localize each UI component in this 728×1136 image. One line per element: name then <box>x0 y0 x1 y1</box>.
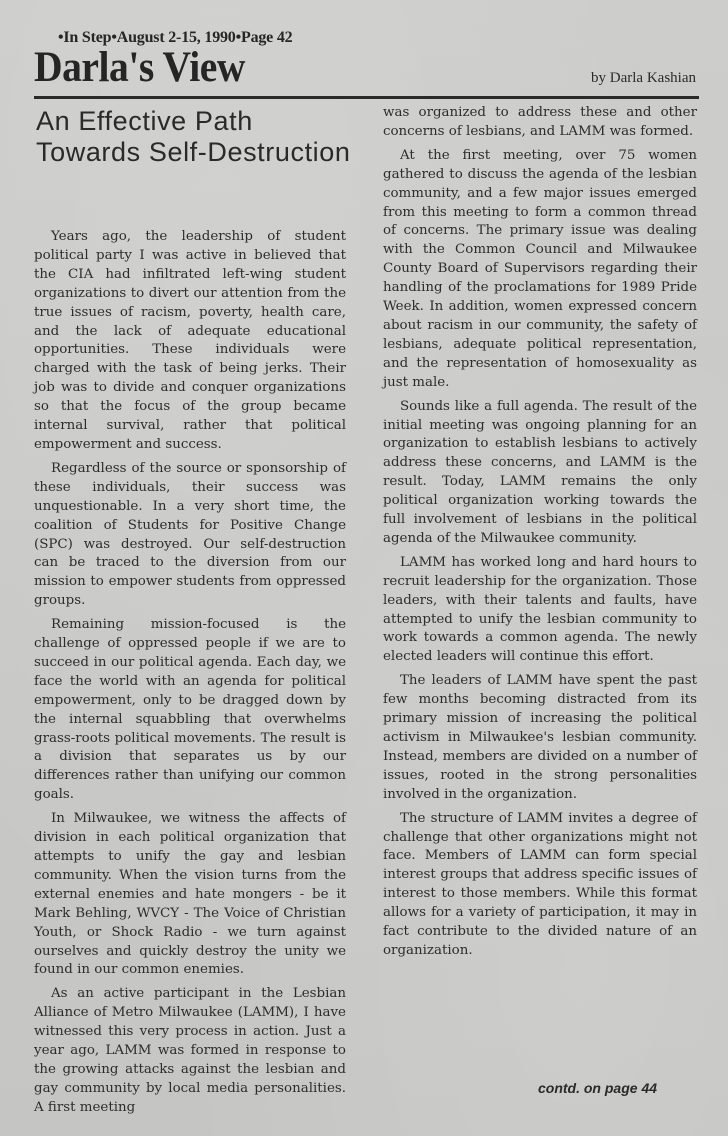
byline: by Darla Kashian <box>591 70 696 86</box>
paragraph: Remaining mission-focused is the challenge of oppressed people if we are to succeed in our political agenda. Each day, we face the world with an agenda for political empowerment, only to be dragged down by the internal squabbling that overwhelms grass-roots political movements. The result is a division that separates us by our differences rather than unifying our common goals. <box>34 617 346 803</box>
paragraph: As an active participant in the Lesbian Alliance of Metro Milwaukee (LAMM), I have witnessed this very process in action. Just a year ago, LAMM was formed in response to the growing attacks against the lesbian and gay community by local media personalities. A first meeting <box>34 986 346 1115</box>
right-column <box>383 104 697 966</box>
header-rule <box>34 96 699 99</box>
paragraph: Years ago, the leadership of student political party I was active in believed that the CIA had infiltrated left-wing student organizations to divert our attention from the true issues of racism, poverty, health care, and the lack of adequate educational opportunities. These individuals were charged with the task of being jerks. Their job was to divide and conquer organizations so that the focus of the group became internal survival, rather that political empowerment and success. <box>34 229 346 452</box>
paragraph: Sounds like a full agenda. The result of the initial meeting was ongoing planning for an organization to establish lesbians to actively address these concerns, and LAMM is the result. Today, LAMM remains the only political organization working towards the full involvement of lesbians in the political agenda of the Milwaukee community. <box>383 398 697 546</box>
left-column <box>34 228 346 1123</box>
paragraph: Regardless of the source or sponsorship of these individuals, their success was unquestionable. In a very short time, the coalition of Students for Positive Change (SPC) was destroyed. Our self-destruction can be traced to the diversion from our mission to empower students from oppressed groups. <box>34 460 346 609</box>
continued-note: contd. on page 44 <box>538 1080 658 1096</box>
article-headline: An Effective Path Towards Self-Destruction <box>36 106 351 167</box>
paragraph: The leaders of LAMM have spent the past few months becoming distracted from its primary mission of increasing the political activism in Milwaukee's lesbian community. Instead, members are divided on a number of issues, rooted in the strong personalities involved in the organization. <box>383 673 697 802</box>
paragraph: The structure of LAMM invites a degree of challenge that other organizations might not face. Members of LAMM can form special interest groups that address specific issues of interest to those members. While this format allows for a variety of participation, it may in fact contribute to the divided nature of an organization. <box>383 810 697 958</box>
column-title: Darla's View <box>34 44 245 91</box>
paragraph-continuation: was organized to address these and other concerns of lesbians, and LAMM was formed. <box>383 105 697 139</box>
paragraph: At the first meeting, over 75 women gathered to discuss the agenda of the lesbian community, and a few major issues emerged from this meeting to form a common thread of concerns. The primary issue was dealing with the Common Council and Milwaukee County Board of Supervisors regarding their handling of the proclamations for 1989 Pride Week. In addition, women expressed concern about racism in our community, the safety of lesbians, adequate political representation, and the representation of homosexuality as just male. <box>383 147 697 390</box>
paragraph: In Milwaukee, we witness the affects of division in each political organization that attempts to unify the gay and lesbian community. When the vision turns from the external enemies and hate mongers - be it Mark Behling, WVCY - The Voice of Christian Youth, or Shock Radio - we turn against ourselves and quickly destroy the unity we found in our common enemies. <box>34 811 346 978</box>
masthead-issue-line: •In Step•August 2-15, 1990•Page 42 <box>58 29 293 46</box>
paragraph: LAMM has worked long and hard hours to recruit leadership for the organization. Those leaders, with their talents and faults, have attempted to unify the lesbian community to work towards a common agenda. The newly elected leaders will continue this effort. <box>383 554 697 665</box>
